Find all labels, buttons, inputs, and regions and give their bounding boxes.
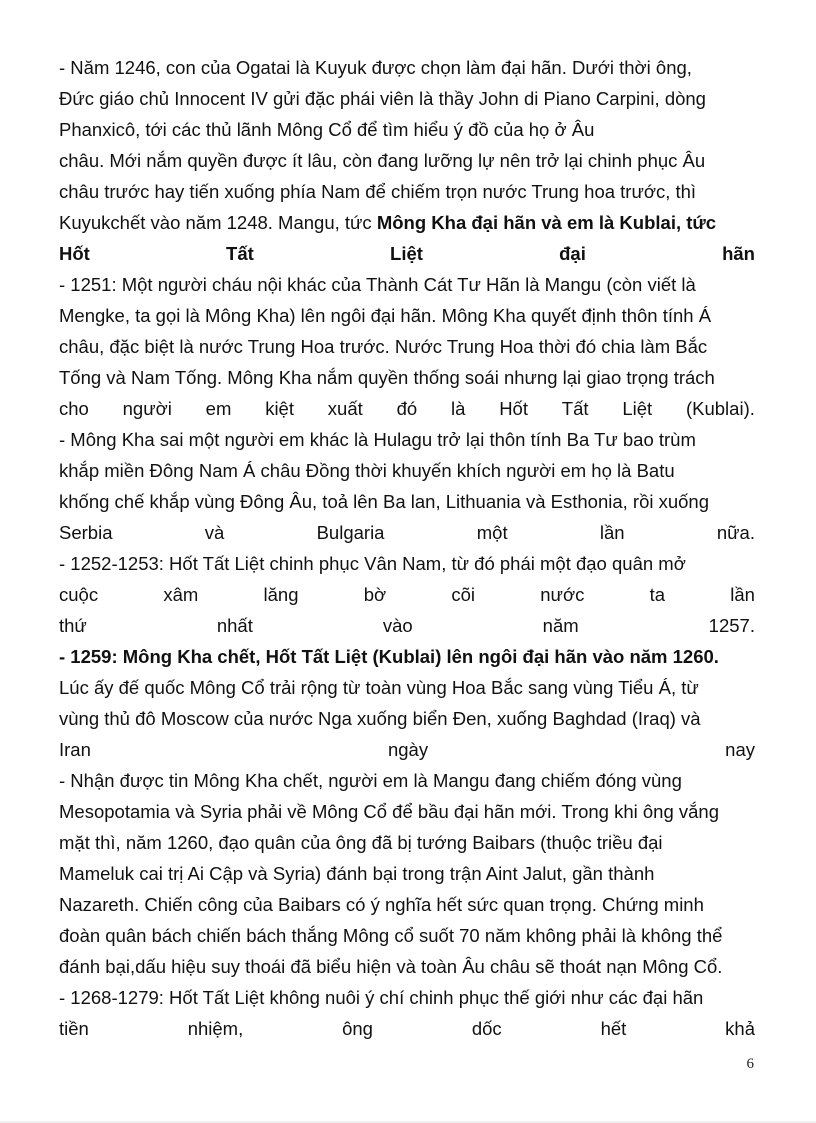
word: nữa. — [716, 522, 755, 543]
text-run: - 1251: Một người cháu nội khác của Thành Cát Tư Hãn là Mangu (còn viết là — [59, 274, 696, 295]
text-line — [59, 889, 755, 920]
text-line — [59, 579, 755, 610]
word: kiệt — [265, 398, 294, 419]
text-run: châu. Mới nắm quyền được ít lâu, còn đang lưỡng lự nên trở lại chinh phục Âu — [59, 150, 706, 171]
text-run: Phanxicô, tới các thủ lãnh Mông Cổ để tìm hiểu ý đồ của họ ở Âu — [59, 119, 595, 140]
text-run: - 1252-1253: Hốt Tất Liệt chinh phục Vân Nam, từ đó phái một đạo quân mở — [59, 553, 686, 574]
word: Iran — [59, 739, 91, 760]
text-run: - Mông Kha sai một người em khác là Hulagu trở lại thôn tính Ba Tư bao trùm — [59, 429, 696, 450]
text-line — [59, 1013, 755, 1044]
text-line — [59, 269, 755, 300]
word: ngày — [387, 739, 429, 760]
word: Liệt — [622, 398, 653, 419]
text-line — [59, 362, 755, 393]
word: Hốt — [59, 243, 90, 264]
word: Liệt — [390, 243, 423, 264]
word: 1257. — [708, 615, 755, 636]
text-line — [59, 52, 755, 83]
word: ta — [649, 584, 665, 605]
text-line — [59, 424, 755, 455]
text-line — [59, 703, 755, 734]
word: nước — [540, 584, 585, 605]
text-run: Đức giáo chủ Innocent IV gửi đặc phái viên là thầy John di Piano Carpini, dòng — [59, 88, 706, 109]
text-run: Lúc ấy đế quốc Mông Cổ trải rộng từ toàn vùng Hoa Bắc sang vùng Tiểu Á, từ — [59, 677, 699, 698]
text-line — [59, 238, 755, 269]
text-run: Mameluk cai trị Ai Cập và Syria) đánh bại trong trận Aint Jalut, gần thành — [59, 863, 655, 884]
word: nhiệm, — [187, 1018, 244, 1039]
word: xâm — [163, 584, 199, 605]
text-run: - 1268-1279: Hốt Tất Liệt không nuôi ý chí chinh phục thế giới như các đại hãn — [59, 987, 704, 1008]
text-line — [59, 517, 755, 548]
word: Hốt — [499, 398, 528, 419]
word: tiền — [59, 1018, 89, 1039]
text-line — [59, 331, 755, 362]
word: Tất — [226, 243, 254, 264]
word: là — [450, 398, 466, 419]
word: bờ — [363, 584, 387, 605]
text-line — [59, 765, 755, 796]
text-line — [59, 145, 755, 176]
text-run: khắp miền Đông Nam Á châu Đồng thời khuyến khích người em họ là Batu — [59, 460, 675, 481]
text-line — [59, 982, 755, 1013]
word: cõi — [451, 584, 476, 605]
word: lăng — [263, 584, 299, 605]
text-line — [59, 858, 755, 889]
text-run: Mesopotamia và Syria phải về Mông Cổ để bầu đại hãn mới. Trong khi ông vắng — [59, 801, 720, 822]
word: vào — [382, 615, 413, 636]
text-run: châu, đặc biệt là nước Trung Hoa trước. Nước Trung Hoa thời đó chia làm Bắc — [59, 336, 708, 357]
bold-text-run: - 1259: Mông Kha chết, Hốt Tất Liệt (Kublai) lên ngôi đại hãn vào năm 1260. — [59, 646, 719, 667]
text-line — [59, 796, 755, 827]
text-run: - Năm 1246, con của Ogatai là Kuyuk được chọn làm đại hãn. Dưới thời ông, — [59, 57, 692, 78]
word: cuộc — [59, 584, 99, 605]
text-line — [59, 827, 755, 858]
word: Tất — [561, 398, 589, 419]
text-line — [59, 300, 755, 331]
word: năm — [542, 615, 579, 636]
bold-text-run: Mông Kha đại hãn và em là Kublai, tức — [376, 212, 717, 233]
word: khả — [725, 1018, 755, 1039]
text-line — [59, 393, 755, 424]
word: thứ — [59, 615, 87, 636]
word: nhất — [216, 615, 253, 636]
word: hết — [600, 1018, 627, 1039]
text-line — [59, 486, 755, 517]
word: Serbia — [59, 522, 113, 543]
text-line — [59, 83, 755, 114]
word: ông — [342, 1018, 373, 1039]
text-line — [59, 734, 755, 765]
text-line — [59, 641, 755, 672]
text-line — [59, 114, 755, 145]
word: nay — [725, 739, 755, 760]
word: lần — [730, 584, 755, 605]
text-run: - Nhận được tin Mông Kha chết, người em là Mangu đang chiếm đóng vùng — [59, 770, 682, 791]
word: người — [122, 398, 172, 419]
word: Bulgaria — [316, 522, 385, 543]
text-run: Nazareth. Chiến công của Baibars có ý nghĩa hết sức quan trọng. Chứng minh — [59, 894, 704, 915]
word: đó — [396, 398, 418, 419]
text-line — [59, 672, 755, 703]
word: cho — [59, 398, 89, 419]
text-line — [59, 176, 755, 207]
text-line — [59, 920, 755, 951]
word: dốc — [471, 1018, 502, 1039]
word: một — [476, 522, 508, 543]
text-run: khống chế khắp vùng Đông Âu, toả lên Ba lan, Lithuania và Esthonia, rồi xuống — [59, 491, 710, 512]
word: em — [205, 398, 232, 419]
word: xuất — [327, 398, 363, 419]
text-run: Kuyukchết vào năm 1248. Mangu, tức — [59, 212, 377, 233]
document-body — [59, 52, 755, 1044]
text-line — [59, 548, 755, 579]
word: và — [204, 522, 225, 543]
word: đại — [559, 243, 586, 264]
text-line — [59, 455, 755, 486]
text-run: đánh bại,dấu hiệu suy thoái đã biểu hiện và toàn Âu châu sẽ thoát nạn Mông Cổ. — [59, 956, 723, 977]
text-line — [59, 610, 755, 641]
text-line — [59, 951, 755, 982]
text-run: Mengke, ta gọi là Mông Kha) lên ngôi đại hãn. Mông Kha quyết định thôn tính Á — [59, 305, 712, 326]
word: lần — [599, 522, 625, 543]
text-run: Tống và Nam Tống. Mông Kha nắm quyền thống soái nhưng lại giao trọng trách — [59, 367, 715, 388]
word: (Kublai). — [685, 398, 755, 419]
page-number: 6 — [746, 1056, 754, 1072]
text-run: đoàn quân bách chiến bách thắng Mông cổ suốt 70 năm không phải là không thể — [59, 925, 723, 946]
text-run: vùng thủ đô Moscow của nước Nga xuống biển Đen, xuống Baghdad (Iraq) và — [59, 708, 701, 729]
word: hãn — [722, 243, 755, 264]
text-run: châu trước hay tiến xuống phía Nam để chiếm trọn nước Trung hoa trước, thì — [59, 181, 697, 202]
text-run: mặt thì, năm 1260, đạo quân của ông đã bị tướng Baibars (thuộc triều đại — [59, 832, 663, 853]
text-line — [59, 207, 755, 238]
